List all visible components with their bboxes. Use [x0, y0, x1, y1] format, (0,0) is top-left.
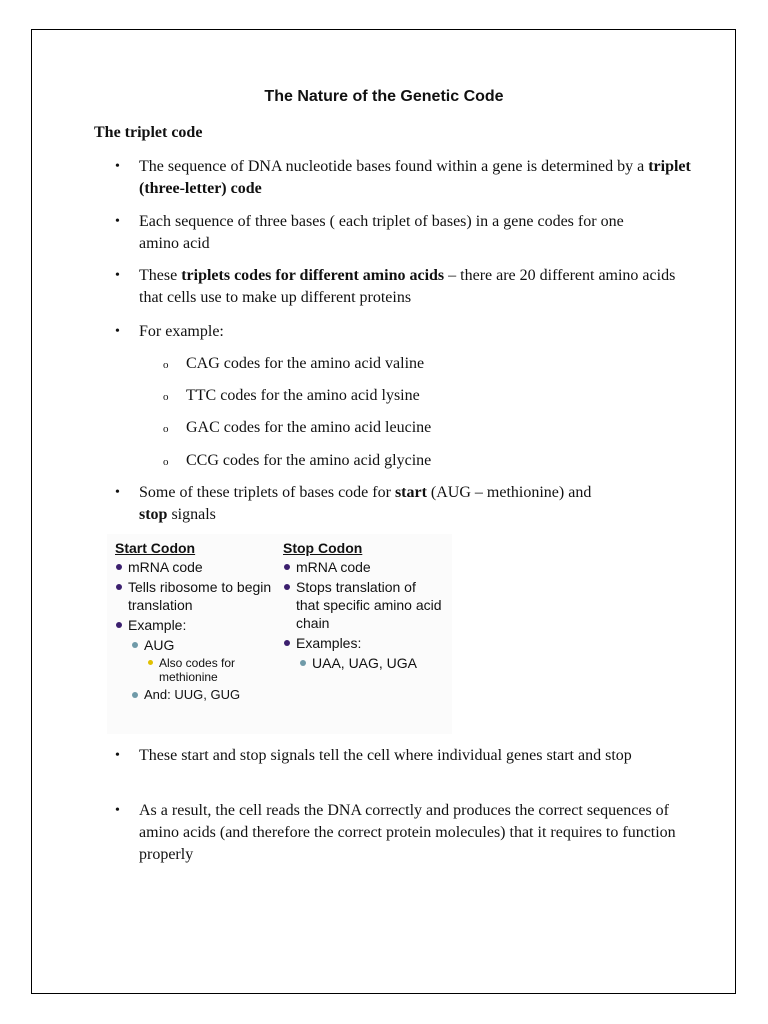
stop-codon-subitem: UAA, UAG, UGA — [299, 654, 443, 672]
bullet-bold-text: triplet (three-letter) code — [139, 158, 691, 197]
section-heading: The triplet code — [94, 124, 203, 141]
bullet-text: The sequence of DNA nucleotide bases found within a gene is determined by a — [139, 158, 649, 175]
bullet-text: These — [139, 267, 182, 284]
bullet-text: (AUG – methionine) and — [426, 484, 592, 501]
stop-codon-column — [283, 540, 443, 672]
bullet-bold-text: stop — [139, 506, 168, 523]
codon-figure — [107, 534, 452, 734]
start-codon-column — [115, 540, 275, 704]
start-codon-subitem: And: UUG, GUG — [131, 686, 275, 704]
example-item: o TTC codes for the amino acid lysine — [186, 385, 420, 407]
bullet-item — [139, 745, 699, 767]
stop-codon-item: Examples: — [283, 634, 443, 652]
bullet-text: These start and stop signals tell the cell where individual genes start and stop — [139, 747, 632, 764]
bullet-item — [139, 156, 699, 200]
bullet-item — [139, 800, 699, 866]
start-codon-item: Example: — [115, 616, 275, 634]
stop-codon-item: Stops translation of that specific amino acid chain — [283, 578, 443, 632]
example-item: o CAG codes for the amino acid valine — [186, 353, 424, 375]
bullet-bold-text: start — [394, 484, 427, 501]
page-title: The Nature of the Genetic Code — [264, 88, 504, 105]
start-codon-item: mRNA code — [115, 558, 275, 576]
bullet-text: For example: — [139, 323, 224, 340]
bullet-item — [139, 211, 639, 255]
bullet-bold-text: triplets codes for different amino acids — [181, 267, 445, 284]
bullet-item — [139, 265, 699, 309]
bullet-text: As a result, the cell reads the DNA correctly and produces the correct sequences of amino acids (and therefore the correct protein molecules) that it requires to function properly — [139, 802, 676, 863]
bullet-text: – there are 20 different amino acids that cells use to make up different proteins — [139, 267, 676, 306]
bullet-text: signals — [167, 506, 216, 523]
stop-codon-item: mRNA code — [283, 558, 443, 576]
bullet-item — [139, 482, 699, 526]
start-codon-note: Also codes for methionine — [147, 656, 275, 684]
bullet-item — [139, 321, 699, 343]
example-item: o CCG codes for the amino acid glycine — [186, 450, 431, 472]
bullet-text: Some of these triplets of bases code for — [139, 484, 395, 501]
start-codon-subitem: AUG — [131, 636, 275, 654]
start-codon-heading: Start Codon — [115, 540, 196, 556]
stop-codon-heading: Stop Codon — [283, 540, 363, 556]
bullet-text: Each sequence of three bases ( each triplet of bases) in a gene codes for one amino acid — [139, 213, 624, 252]
start-codon-item: Tells ribosome to begin translation — [115, 578, 275, 614]
example-item: o GAC codes for the amino acid leucine — [186, 417, 431, 439]
